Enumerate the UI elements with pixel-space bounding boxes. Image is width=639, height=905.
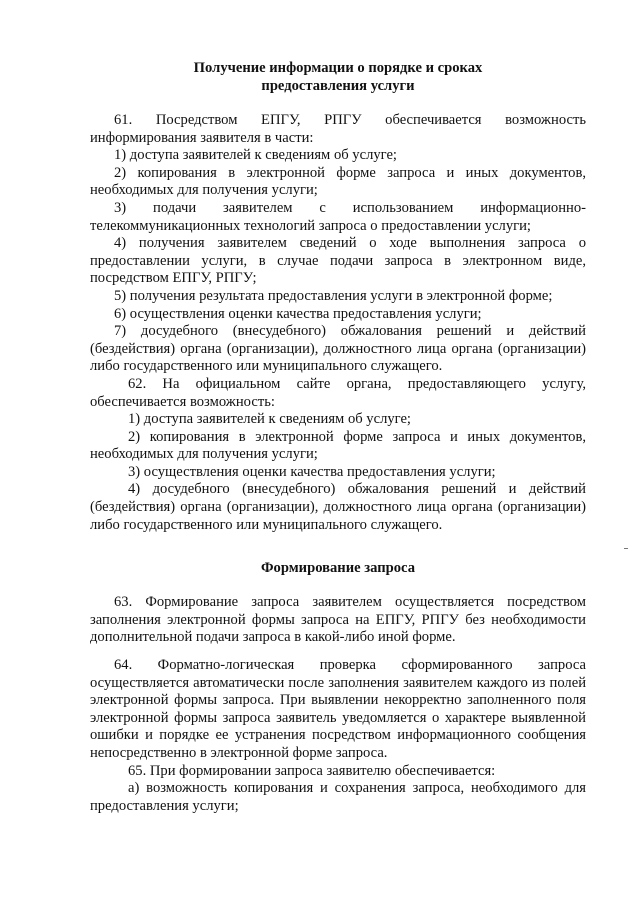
list-item-65-a: а) возможность копирования и сохранения запроса, необходимого для предоставления услуги; bbox=[90, 780, 586, 814]
paragraph-63-block bbox=[90, 594, 586, 647]
list-item-62-1: 1) доступа заявителей к сведениям об услуге; bbox=[128, 411, 411, 428]
list-item-62-2: 2) копирования в электронной форме запроса и иных документов, необходимых для получения услуги; bbox=[90, 428, 586, 463]
section-body-information bbox=[90, 112, 586, 534]
section-heading-request-title: Формирование запроса bbox=[261, 560, 415, 576]
list-item-61-1: 1) доступа заявителей к сведениям об услуге; bbox=[114, 147, 397, 164]
margin-mark bbox=[624, 548, 628, 549]
paragraph-63: 63. Формирование запроса заявителем осуществляется посредством заполнения электронной формы запроса на ЕПГУ, РПГУ без необходимости дополнительной подачи запроса в какой-либо иной форме. bbox=[90, 594, 586, 646]
list-item-61-2: 2) копирования в электронной форме запроса и иных документов, необходимых для получения услуги; bbox=[90, 164, 586, 199]
list-item-61-3: 3) подачи заявителем с использованием информационно-телекоммуникационных технологий запроса о предоставлении услуги; bbox=[90, 199, 586, 234]
paragraph-62: 62. На официальном сайте органа, предоставляющего услугу, обеспечивается возможность: bbox=[90, 375, 586, 410]
section-body-request bbox=[90, 657, 586, 815]
list-item-62-3: 3) осуществления оценки качества предоставления услуги; bbox=[128, 463, 496, 480]
section-heading-request bbox=[90, 560, 586, 578]
section-heading-line-1: Получение информации о порядке и сроках bbox=[193, 60, 483, 76]
section-heading-line-2: предоставления услуги bbox=[261, 77, 415, 94]
list-item-62-4: 4) досудебного (внесудебного) обжалования решений и действий (бездействия) органа (организации), должностного лица органа (организации) либо государственного или муниципального служащего. bbox=[90, 481, 586, 533]
list-item-61-5: 5) получения результата предоставления услуги в электронной форме; bbox=[114, 287, 553, 304]
list-item-61-4: 4) получения заявителем сведений о ходе выполнения запроса о предоставлении услуги, в случае подачи запроса в электронном виде, посредством ЕПГУ, РПГУ; bbox=[90, 235, 586, 287]
paragraph-65: 65. При формировании запроса заявителю обеспечивается: bbox=[128, 762, 496, 779]
paragraph-61: 61. Посредством ЕПГУ, РПГУ обеспечивается возможность информирования заявителя в части: bbox=[90, 112, 586, 146]
section-heading-information bbox=[90, 60, 586, 95]
list-item-61-7: 7) досудебного (внесудебного) обжалования решений и действий (бездействия) органа (организации), должностного лица органа (организации) либо государственного или муниципального служащего. bbox=[90, 323, 586, 375]
paragraph-64: 64. Форматно-логическая проверка сформированного запроса осуществляется автоматически после заполнения заявителем каждого из полей электронной формы запроса. При выявлении некорректно заполненного поля электронной формы запроса заявитель уведомляется о характере выявленной ошибки и порядке ее устранения посредством информационного сообщения непосредственно в электронной форме запроса. bbox=[90, 657, 586, 761]
list-item-61-6: 6) осуществления оценки качества предоставления услуги; bbox=[114, 305, 482, 322]
